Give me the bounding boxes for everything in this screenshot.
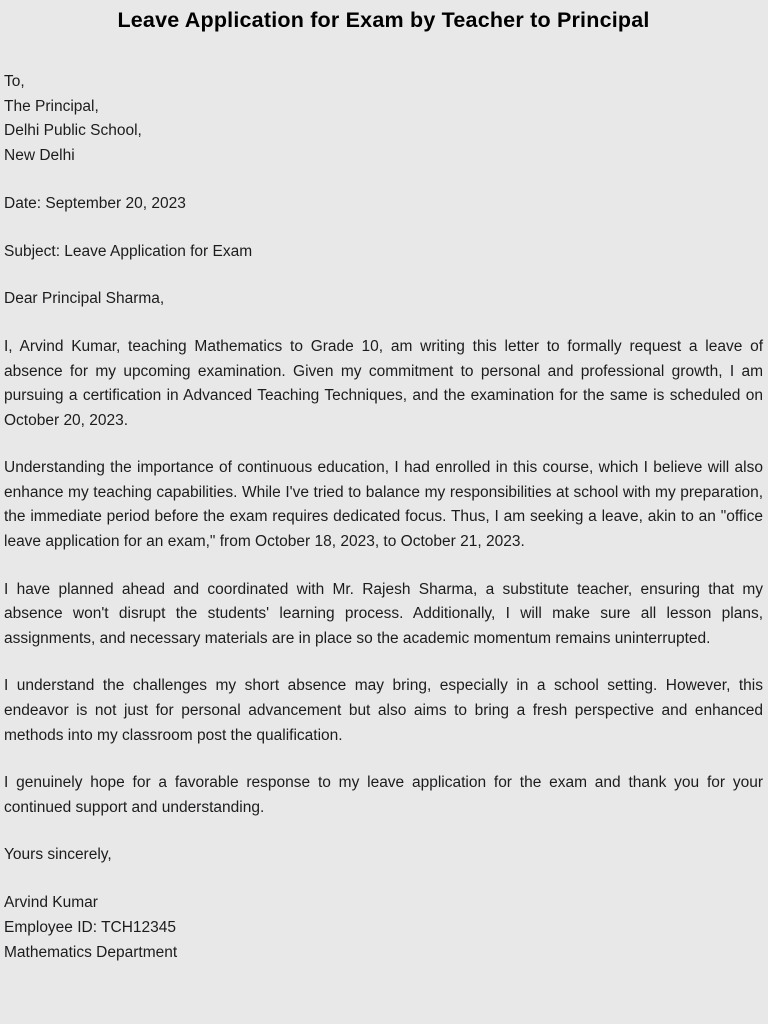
subject-line: Subject: Leave Application for Exam bbox=[4, 242, 253, 260]
signature-employee-id: Employee ID: TCH12345 bbox=[4, 918, 177, 936]
body-paragraph-5: I genuinely hope for a favorable response to my leave application for the exam and thank you for your continued support and understanding. bbox=[4, 774, 763, 816]
closing-phrase: Yours sincerely, bbox=[4, 846, 112, 864]
body-paragraph-4: I understand the challenges my short absence may bring, especially in a school setting. However, this endeavor is not just for personal advancement but also aims to bring a fresh perspective and enhanced methods into my classroom post the qualification. bbox=[4, 677, 763, 744]
salutation: Dear Principal Sharma, bbox=[4, 290, 165, 308]
body-paragraph-3: I have planned ahead and coordinated with Mr. Rajesh Sharma, a substitute teacher, ensuring that my absence won't disrupt the students' learning process. Additionally, I will make sure all lesson plans, assignments, and necessary materials are in place so the academic momentum remains uninterrupted. bbox=[4, 580, 763, 647]
recipient-line-principal: The Principal, bbox=[4, 97, 99, 115]
recipient-line-school: Delhi Public School, bbox=[4, 122, 142, 140]
recipient-address-block bbox=[4, 70, 763, 169]
signature-block bbox=[4, 891, 763, 965]
date-line: Date: September 20, 2023 bbox=[4, 194, 186, 212]
body-paragraph-2: Understanding the importance of continuous education, I had enrolled in this course, which I believe will also enhance my teaching capabilities. While I've tried to balance my responsibilities at school with my preparation, the immediate period before the exam requires dedicated focus. Thus, I am seeking a leave, akin to an "office leave application for an exam," from October 18, 2023, to October 21, 2023. bbox=[4, 459, 763, 551]
recipient-line-city: New Delhi bbox=[4, 147, 75, 165]
recipient-line-to: To, bbox=[4, 73, 25, 90]
signature-department: Mathematics Department bbox=[4, 943, 178, 961]
signature-name: Arvind Kumar bbox=[4, 894, 98, 912]
body-paragraph-1: I, Arvind Kumar, teaching Mathematics to Grade 10, am writing this letter to formally request a leave of absence for my upcoming examination. Given my commitment to personal and professional growth, I am pursuing a certification in Advanced Teaching Techniques, and the examination for the same is scheduled on October 20, 2023. bbox=[4, 337, 763, 429]
page-title: Leave Application for Exam by Teacher to Principal bbox=[117, 8, 650, 32]
